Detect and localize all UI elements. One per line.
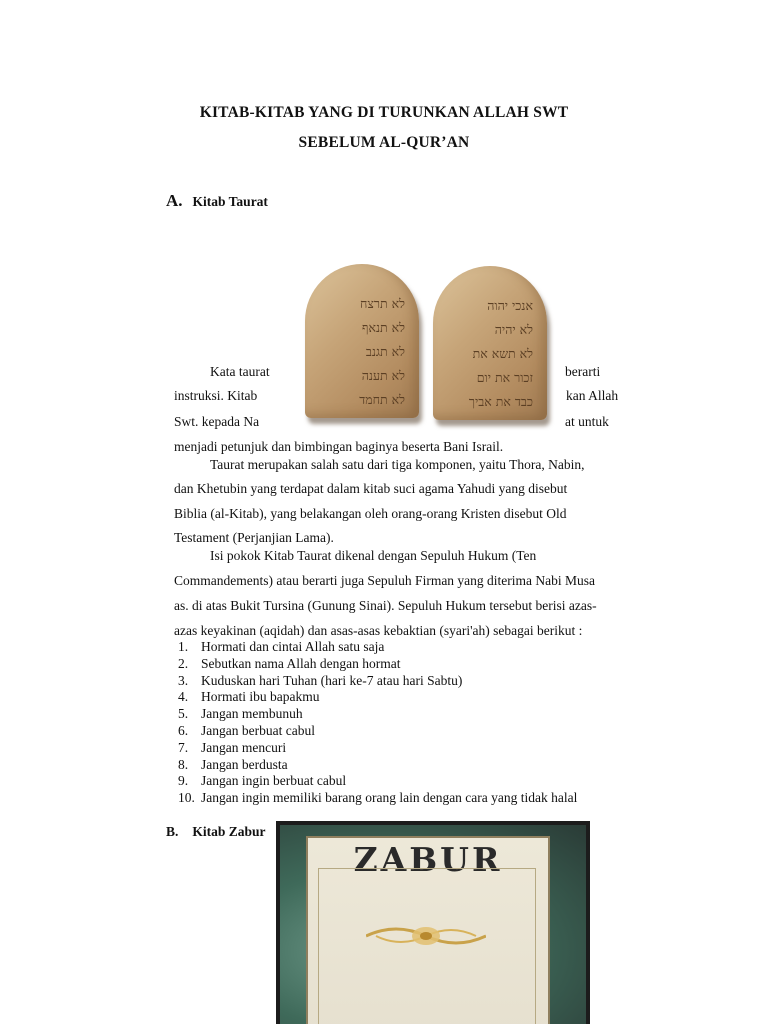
tablet-engraving: לא יהיה	[494, 322, 533, 337]
zabur-ornament-icon	[366, 914, 486, 958]
list-item-text: Jangan berbuat cabul	[201, 722, 315, 738]
kitab-zabur-image	[276, 821, 590, 1024]
list-item-text: Jangan ingin memiliki barang orang lain dengan cara yang tidak halal	[201, 790, 578, 806]
taurat-p2-line-1: Taurat merupakan salah satu dari tiga komponen, yaitu Thora, Nabin,	[210, 457, 585, 472]
tablet-engraving: לא תנאף	[362, 320, 405, 335]
list-item-number: 3.	[178, 672, 189, 688]
taurat-p1-line-2-right: kan Allah	[566, 388, 619, 403]
section-b-letter: B.	[166, 824, 179, 839]
zabur-book-cover	[306, 836, 550, 1024]
section-a-heading	[166, 191, 268, 211]
tablet-engraving: לא תחמד	[359, 392, 405, 407]
right-stone-tablet	[433, 266, 547, 420]
taurat-p3-line-2: Commandements) atau berarti juga Sepuluh Firman yang diterima Nabi Musa	[174, 573, 596, 588]
list-item-number: 4.	[178, 689, 189, 705]
list-item	[178, 639, 577, 656]
tablet-engraving: לא תגנב	[365, 344, 405, 359]
list-item-text: Jangan berdusta	[201, 756, 288, 772]
list-item-text: Jangan ingin berbuat cabul	[201, 773, 347, 789]
list-item-number: 9.	[178, 773, 189, 789]
list-item-text: Kuduskan hari Tuhan (hari ke-7 atau hari Sabtu)	[201, 672, 463, 688]
taurat-p1-line-1-right: berarti	[565, 364, 601, 379]
list-item-number: 1.	[178, 639, 189, 654]
list-item-text: Hormati ibu bapakmu	[201, 689, 320, 705]
taurat-p1-line-3-left: Swt. kepada Na	[174, 414, 260, 429]
zabur-cover-title: ZABUR	[353, 840, 503, 879]
list-item	[178, 757, 577, 774]
taurat-p3-line-1: Isi pokok Kitab Taurat dikenal dengan Sepuluh Hukum (Ten	[210, 548, 537, 563]
list-item	[178, 790, 577, 807]
section-b-heading	[166, 823, 266, 841]
list-item-number: 2.	[178, 655, 189, 671]
section-b-title: Kitab Zabur	[192, 824, 266, 839]
tablet-engraving: לא תענה	[361, 368, 405, 383]
list-item-number: 5.	[178, 706, 189, 722]
tablet-engraving: כבד את אביך	[468, 394, 533, 409]
list-item	[178, 740, 577, 757]
left-stone-tablet	[305, 264, 419, 418]
tablet-engraving: זכור את יום	[476, 370, 533, 385]
list-item-number: 8.	[178, 756, 189, 772]
taurat-p2-line-2: dan Khetubin yang terdapat dalam kitab suci agama Yahudi yang disebut	[174, 481, 568, 496]
list-item-number: 10.	[178, 790, 195, 806]
list-item	[178, 656, 577, 673]
taurat-p1-line-3-right: at untuk	[565, 414, 609, 429]
list-item	[178, 706, 577, 723]
taurat-p1-line-4: menjadi petunjuk dan bimbingan baginya beserta Bani Israil.	[174, 439, 504, 454]
taurat-p1-line-2-left: instruksi. Kitab	[174, 388, 258, 403]
taurat-p1-line-1-left: Kata taurat	[210, 364, 270, 379]
list-item-text: Jangan mencuri	[201, 739, 287, 755]
tablet-engraving: אנכי יהוה	[487, 298, 533, 313]
list-item	[178, 673, 577, 690]
taurat-p3-line-4: azas keyakinan (aqidah) dan asas-asas kebaktian (syari'ah) sebagai berikut :	[174, 623, 583, 638]
list-item-text: Hormati dan cintai Allah satu saja	[201, 639, 385, 654]
ten-commandments-list	[178, 639, 577, 807]
list-item	[178, 689, 577, 706]
tablet-engraving: לא תרצח	[359, 296, 405, 311]
tablet-engraving: לא תשא את	[472, 346, 533, 361]
list-item	[178, 773, 577, 790]
list-item-number: 7.	[178, 739, 189, 755]
section-a-title: Kitab Taurat	[192, 194, 268, 209]
list-item-text: Jangan membunuh	[201, 706, 303, 722]
taurat-p3-line-3: as. di atas Bukit Tursina (Gunung Sinai). Sepuluh Hukum tersebut berisi azas-	[174, 598, 597, 613]
taurat-p2-line-4: Testament (Perjanjian Lama).	[174, 530, 334, 545]
taurat-p2-line-3: Biblia (al-Kitab), yang belakangan oleh orang-orang Kristen disebut Old	[174, 506, 567, 521]
document-title-line-2: SEBELUM AL-QUR’AN	[298, 134, 470, 151]
section-a-letter: A.	[166, 191, 183, 210]
list-item-text: Sebutkan nama Allah dengan hormat	[201, 655, 401, 671]
list-item	[178, 723, 577, 740]
document-title-line-1: KITAB-KITAB YANG DI TURUNKAN ALLAH SWT	[199, 104, 569, 121]
ten-commandments-tablets-image	[297, 264, 559, 430]
list-item-number: 6.	[178, 722, 189, 738]
